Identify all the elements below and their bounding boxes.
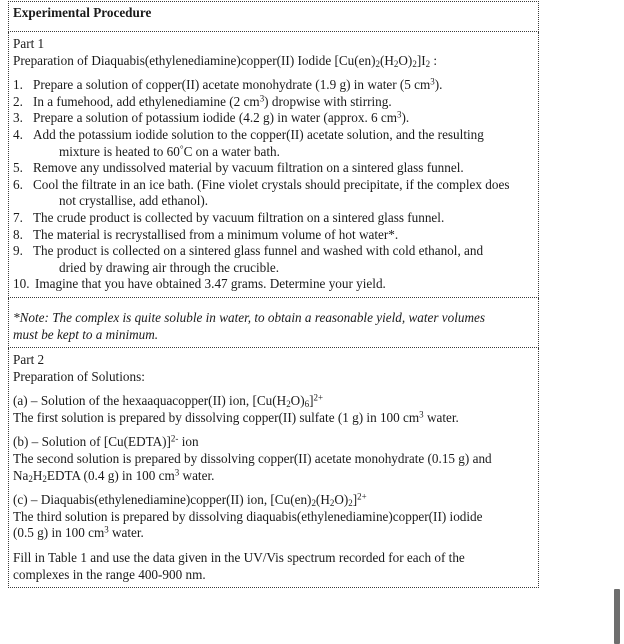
step-text: The material is recrystallised from a minimum volume of hot water*. bbox=[33, 226, 399, 242]
superscript-3: 3 bbox=[419, 409, 424, 420]
step-text: In a fumehood, add ethylenediamine (2 cm bbox=[33, 93, 260, 109]
step-number: 8. bbox=[13, 226, 23, 242]
closing-line-1: Fill in Table 1 and use the data given in the UV/Vis spectrum recorded for each of the bbox=[13, 550, 465, 566]
step-number: 1. bbox=[13, 77, 23, 93]
note-line-1: *Note: The complex is quite soluble in water, to obtain a reasonable yield, water volumes bbox=[13, 309, 485, 325]
part2-subtitle: Preparation of Solutions: bbox=[13, 368, 145, 384]
step-number: 6. bbox=[13, 176, 23, 192]
step-number: 3. bbox=[13, 110, 23, 126]
step-text-tail: ) dropwise with stirring. bbox=[264, 93, 392, 109]
step-number: 5. bbox=[13, 160, 23, 176]
part1-cell bbox=[9, 32, 539, 298]
step-text: Cool the filtrate in an ice bath. (Fine violet crystals should precipitate, if the complex does bbox=[33, 176, 510, 192]
degree-symbol: ° bbox=[179, 143, 184, 154]
solution-b-heading: (b) – Solution of [Cu(EDTA)]$^{2-}$ ion bbox=[13, 434, 199, 450]
step-text: Imagine that you have obtained 3.47 grams. Determine your yield. bbox=[35, 276, 386, 292]
sub-2d: 2 bbox=[425, 58, 431, 69]
step-text-tail: ). bbox=[401, 110, 410, 126]
step-text-tail: ). bbox=[434, 77, 443, 93]
list-item bbox=[13, 227, 538, 244]
note-cell bbox=[9, 297, 539, 347]
superscript-3: 3 bbox=[397, 110, 402, 121]
list-item bbox=[13, 160, 538, 177]
procedure-step-list bbox=[13, 77, 538, 293]
step-text: Prepare a solution of potassium iodide (4.2 g) in water (approx. 6 cm bbox=[33, 110, 398, 126]
sub-6: 6 bbox=[304, 399, 310, 410]
superscript-3: 3 bbox=[430, 76, 435, 87]
note-line-2: must be kept to a minimum. bbox=[13, 326, 159, 342]
sub-h2b: 2 bbox=[42, 473, 47, 484]
table-row-header bbox=[9, 2, 539, 32]
vertical-scrollbar-track[interactable] bbox=[610, 0, 624, 644]
part2-label: Part 2 bbox=[13, 352, 45, 368]
step-continuation: mixture is heated to 60°C on a water bath. bbox=[59, 143, 280, 159]
step-number: 7. bbox=[13, 209, 23, 225]
solution-b-body-line2: $Na_2H_2EDTA$ (0.4 g) in 100 $cm^3$ water. bbox=[13, 467, 215, 484]
part1-label: Part 1 bbox=[13, 36, 45, 51]
step-text: Add the potassium iodide solution to the copper(II) acetate solution, and the resulting bbox=[33, 126, 484, 142]
sub-2b: 2 bbox=[393, 58, 399, 69]
spacer bbox=[13, 69, 538, 77]
sup-2plus-c: 2+ bbox=[357, 491, 367, 502]
spacer bbox=[13, 542, 538, 550]
list-item bbox=[13, 177, 538, 210]
page-title: Experimental Procedure bbox=[13, 5, 152, 20]
sup-2plus: 2+ bbox=[313, 392, 324, 403]
sub-en2: 2 bbox=[311, 498, 316, 509]
superscript-3: 3 bbox=[104, 525, 109, 536]
solution-c-heading: (c) – Diaquabis(ethylenediamine)copper(II) ion, $[Cu(en)_2(H_2O)_2]^{2+}$ bbox=[13, 491, 367, 509]
vertical-scrollbar-thumb[interactable] bbox=[614, 589, 620, 644]
solution-b-body-line1: The second solution is prepared by dissolving copper(II) acetate monohydrate (0.15 g) and bbox=[13, 451, 492, 467]
step-number: 2. bbox=[13, 93, 23, 109]
superscript-3: 3 bbox=[174, 467, 180, 478]
list-item bbox=[13, 276, 538, 293]
table-row-part2 bbox=[9, 348, 539, 588]
sub-h2c: 2 bbox=[329, 498, 335, 509]
part1-intro: Preparation of Diaquabis(ethylenediamine)copper(II) Iodide $[Cu(en)_2(H_2O)_2]I_2$ : bbox=[13, 52, 438, 69]
step-continuation: not crystallise, add ethanol). bbox=[59, 193, 209, 209]
step-text: Remove any undissolved material by vacuum filtration on a sintered glass funnel. bbox=[33, 160, 464, 176]
part2-cell bbox=[9, 348, 539, 588]
step-number: 9. bbox=[13, 243, 23, 259]
sub-na2: 2 bbox=[28, 473, 33, 484]
step-number: 4. bbox=[13, 126, 23, 142]
procedure-header-cell bbox=[9, 2, 539, 32]
list-item bbox=[13, 127, 538, 160]
solution-c-body-line1: The third solution is prepared by dissolving diaquabis(ethylenediamine)copper(II) iodide bbox=[13, 508, 483, 524]
solution-a-body: The first solution is prepared by dissolving copper(II) sulfate (1 g) in 100 $cm^3$ water. bbox=[13, 409, 459, 425]
step-continuation: dried by drawing air through the crucible. bbox=[59, 259, 280, 275]
table-row-note bbox=[9, 297, 539, 347]
sub-o2: 2 bbox=[348, 498, 353, 509]
spacer bbox=[13, 302, 538, 310]
step-number: 10. bbox=[13, 276, 30, 292]
table-row-part1 bbox=[9, 32, 539, 298]
superscript-3: 3 bbox=[259, 93, 265, 104]
list-item bbox=[13, 243, 538, 276]
step-text: Prepare a solution of copper(II) acetate monohydrate (1.9 g) in water (5 cm bbox=[33, 77, 431, 93]
step-text: The product is collected on a sintered glass funnel and washed with cold ethanol, and bbox=[33, 243, 484, 259]
experimental-procedure-table bbox=[8, 1, 539, 588]
sub-2a: 2 bbox=[375, 58, 380, 69]
solution-c-body-line2: (0.5 g) in 100 $cm^3$ water. bbox=[13, 525, 144, 541]
step-text: The crude product is collected by vacuum filtration on a sintered glass funnel. bbox=[33, 209, 445, 225]
list-item bbox=[13, 210, 538, 227]
closing-line-2: complexes in the range 400-900 nm. bbox=[13, 566, 206, 582]
sup-2minus: 2- bbox=[170, 434, 179, 445]
sub-h2: 2 bbox=[286, 399, 291, 410]
sub-2c: 2 bbox=[412, 58, 417, 69]
list-item bbox=[13, 110, 538, 127]
list-item bbox=[13, 77, 538, 94]
solution-a-heading: (a) – Solution of the hexaaquacopper(II) ion, $[Cu(H_2O)_6]^{2+}$ bbox=[13, 392, 324, 410]
list-item bbox=[13, 94, 538, 111]
